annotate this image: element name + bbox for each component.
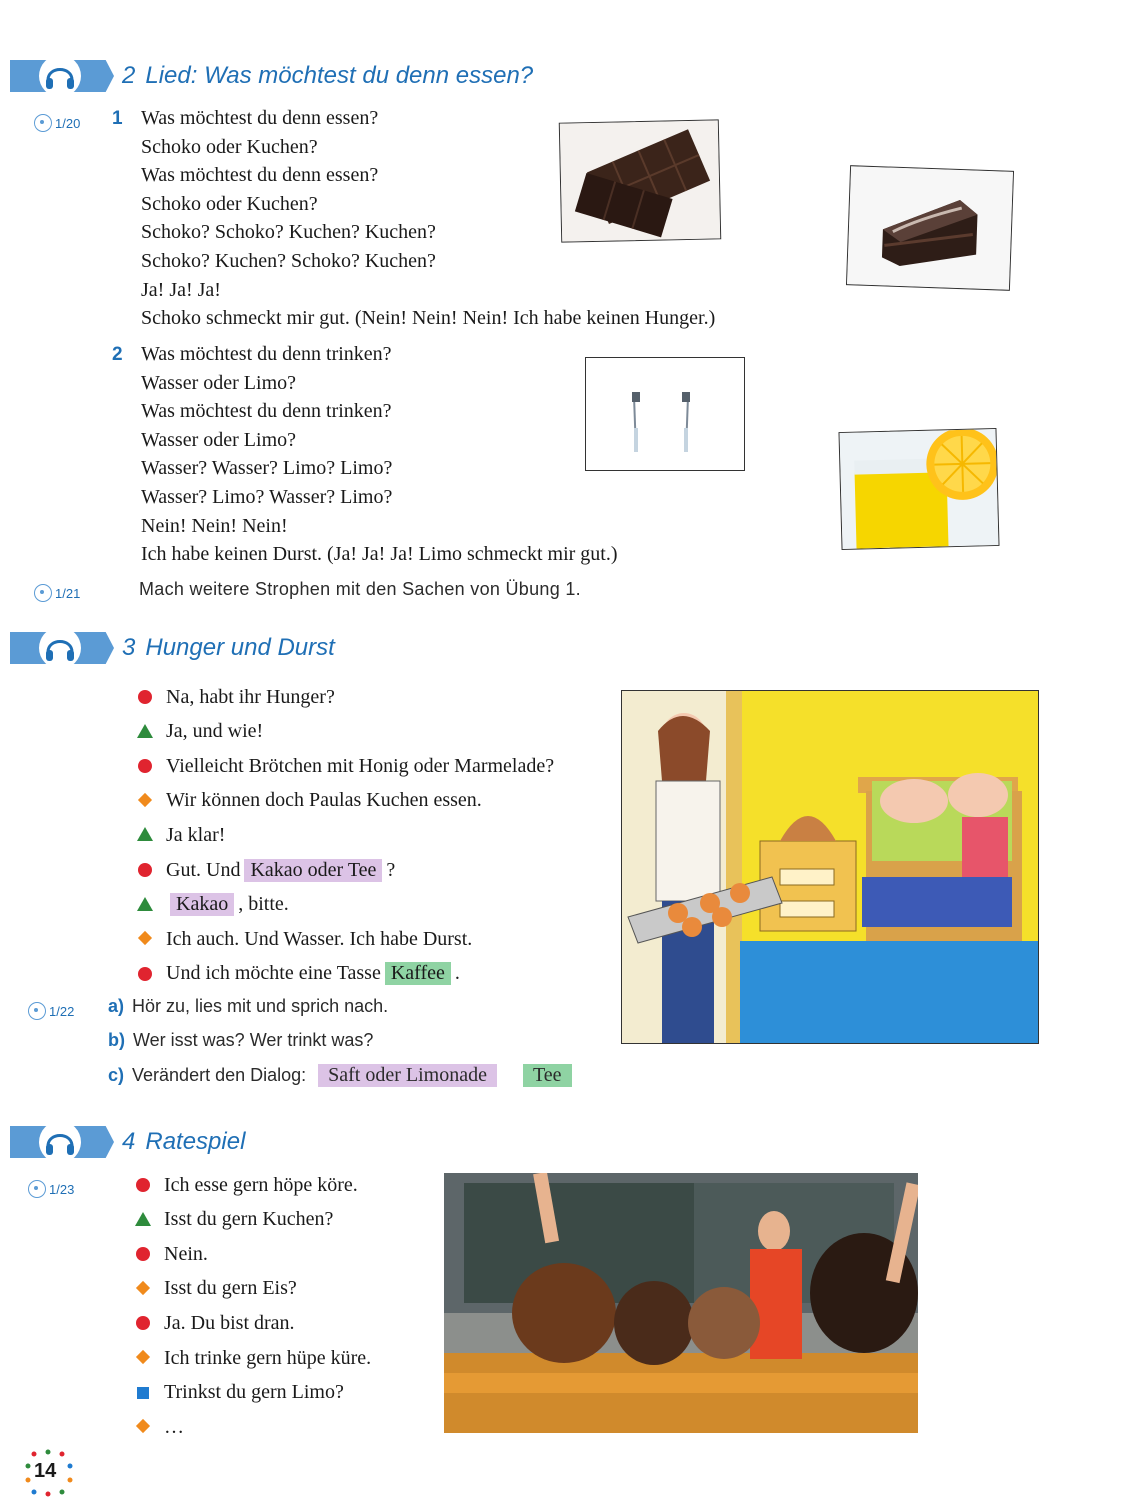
dialog-text: Und ich möchte eine Tasse — [166, 962, 381, 985]
section-number: 2 — [122, 62, 136, 89]
triangle-speaker-icon — [132, 1208, 156, 1232]
highlighted-word: Kaffee — [385, 962, 451, 985]
dialog-text: Isst du gern Kuchen? — [164, 1208, 334, 1231]
dialog-text: Ja klar! — [166, 823, 226, 846]
dialog-line — [134, 820, 225, 850]
lyric-line: Ich habe keinen Durst. (Ja! Ja! Ja! Limo schmeckt mir gut.) — [141, 543, 618, 566]
dialog-text: Wir können doch Paulas Kuchen essen. — [166, 789, 482, 812]
task-a: a) Hör zu, lies mit und sprich nach. — [108, 996, 389, 1016]
dialog-line — [134, 682, 335, 712]
diamond-speaker-icon — [134, 789, 158, 813]
circle-speaker-icon — [132, 1311, 156, 1335]
verse-number: 1 — [112, 108, 123, 129]
page-number-badge — [22, 1448, 82, 1498]
dialog-text: Ja. Du bist dran. — [164, 1311, 295, 1334]
diamond-speaker-icon — [134, 927, 158, 951]
dialog-text-end: , bitte. — [238, 893, 289, 916]
section-2-header — [10, 56, 533, 96]
cd-icon — [34, 584, 52, 602]
lyric-line: Schoko oder Kuchen? — [141, 192, 318, 215]
circle-speaker-icon — [134, 685, 158, 709]
verse-2-lyrics — [141, 340, 618, 569]
dialog-line — [134, 855, 395, 885]
dialog-text: Nein. — [164, 1242, 208, 1265]
verse-number: 2 — [112, 344, 123, 365]
lyric-line: Wasser oder Limo? — [141, 428, 296, 451]
dialog-line — [134, 751, 554, 781]
section-number: 4 — [122, 1128, 136, 1155]
dialog-line — [132, 1239, 208, 1269]
option-tea: Tee — [523, 1064, 572, 1087]
diamond-speaker-icon — [132, 1346, 156, 1370]
lyric-line: Wasser oder Limo? — [141, 371, 296, 394]
dialog-text: Gut. Und — [166, 858, 241, 881]
lyric-line: Wasser? Wasser? Limo? Limo? — [141, 457, 393, 480]
dialog-text: Na, habt ihr Hunger? — [166, 685, 335, 708]
headphones-icon — [38, 54, 82, 98]
headphones-icon — [38, 626, 82, 670]
lyric-line: Was möchtest du denn essen? — [141, 107, 379, 129]
dialog-line — [132, 1170, 358, 1200]
lyric-line: Schoko? Schoko? Kuchen? Kuchen? — [141, 221, 436, 244]
section-4-header — [10, 1122, 245, 1162]
bedroom-illustration — [621, 690, 1039, 1044]
triangle-speaker-icon — [134, 893, 158, 917]
lyric-line: Was möchtest du denn essen? — [141, 164, 379, 187]
lyric-line: Ja! Ja! Ja! — [141, 278, 221, 301]
section-title: Hunger und Durst — [145, 634, 335, 661]
water-glass-photo — [585, 357, 745, 471]
dialog-line — [132, 1274, 297, 1304]
cd-icon — [28, 1002, 46, 1020]
section-number: 3 — [122, 634, 136, 661]
dialog-text: Vielleicht Brötchen mit Honig oder Marmelade? — [166, 754, 555, 777]
lyric-line: Nein! Nein! Nein! — [141, 514, 288, 537]
circle-speaker-icon — [134, 858, 158, 882]
dialog-text: Isst du gern Eis? — [164, 1277, 297, 1300]
task-b: b) Wer isst was? Wer trinkt was? — [108, 1030, 374, 1050]
lyric-line: Schoko schmeckt mir gut. (Nein! Nein! Nein! Ich habe keinen Hunger.) — [141, 307, 716, 330]
circle-speaker-icon — [132, 1173, 156, 1197]
chocolate-photo — [559, 119, 721, 242]
dialog-line — [134, 959, 460, 989]
task-c: c) Verändert den Dialog: Saft oder Limonade Tee — [108, 1064, 572, 1087]
dialog-line — [132, 1343, 371, 1373]
dialog-line — [132, 1205, 333, 1235]
dialog-line — [134, 924, 472, 954]
dialog-text-end: . — [454, 962, 460, 985]
dialog-line — [132, 1412, 184, 1442]
classroom-photo — [444, 1173, 918, 1433]
dialog-line — [132, 1378, 344, 1408]
cake-photo — [846, 165, 1014, 291]
dialog-text: Ich auch. Und Wasser. Ich habe Durst. — [166, 927, 473, 950]
audio-band — [10, 1126, 114, 1158]
section-title: Ratespiel — [145, 1128, 246, 1155]
circle-speaker-icon — [134, 754, 158, 778]
audio-band — [10, 60, 114, 92]
page-number: 14 — [34, 1460, 57, 1482]
square-speaker-icon — [132, 1381, 156, 1405]
lemonade-photo — [838, 428, 999, 550]
dialog-line — [134, 717, 263, 747]
diamond-speaker-icon — [132, 1277, 156, 1301]
headphones-icon — [38, 1120, 82, 1164]
triangle-speaker-icon — [134, 823, 158, 847]
dialog-text-end: ? — [386, 858, 396, 881]
audio-track-label[interactable]: 1/20 — [34, 114, 80, 132]
cd-icon — [28, 1180, 46, 1198]
audio-track-label[interactable]: 1/21 — [34, 584, 80, 602]
section-3-header — [10, 628, 335, 668]
option-juice-lemonade: Saft oder Limonade — [318, 1064, 497, 1087]
circle-speaker-icon — [132, 1242, 156, 1266]
dialog-text: Ja, und wie! — [166, 720, 264, 743]
audio-track-label[interactable]: 1/22 — [28, 1002, 74, 1020]
circle-speaker-icon — [134, 962, 158, 986]
audio-band — [10, 632, 114, 664]
lyric-line: Wasser? Limo? Wasser? Limo? — [141, 485, 393, 508]
dialog-line — [134, 786, 482, 816]
diamond-speaker-icon — [132, 1415, 156, 1439]
instruction-text: Mach weitere Strophen mit den Sachen von Übung 1. — [139, 579, 581, 599]
dialog-text: Ich trinke gern hüpe küre. — [164, 1346, 372, 1369]
highlighted-word: Kakao oder Tee — [244, 859, 382, 882]
dialog-line — [132, 1308, 295, 1338]
lyric-line: Schoko oder Kuchen? — [141, 135, 318, 158]
lyric-line: Schoko? Kuchen? Schoko? Kuchen? — [141, 249, 436, 272]
section-title: Lied: Was möchtest du denn essen? — [145, 62, 534, 89]
dialog-text: Ich esse gern höpe köre. — [164, 1173, 358, 1196]
cd-icon — [34, 114, 52, 132]
dialog-text: Trinkst du gern Limo? — [164, 1381, 344, 1404]
lyric-line: Was möchtest du denn trinken? — [141, 343, 392, 365]
lyric-line: Was möchtest du denn trinken? — [141, 400, 392, 423]
triangle-speaker-icon — [134, 720, 158, 744]
dialog-text: … — [164, 1415, 184, 1438]
audio-track-label[interactable]: 1/23 — [28, 1180, 74, 1198]
dialog-line — [134, 890, 289, 920]
highlighted-word: Kakao — [170, 893, 234, 916]
